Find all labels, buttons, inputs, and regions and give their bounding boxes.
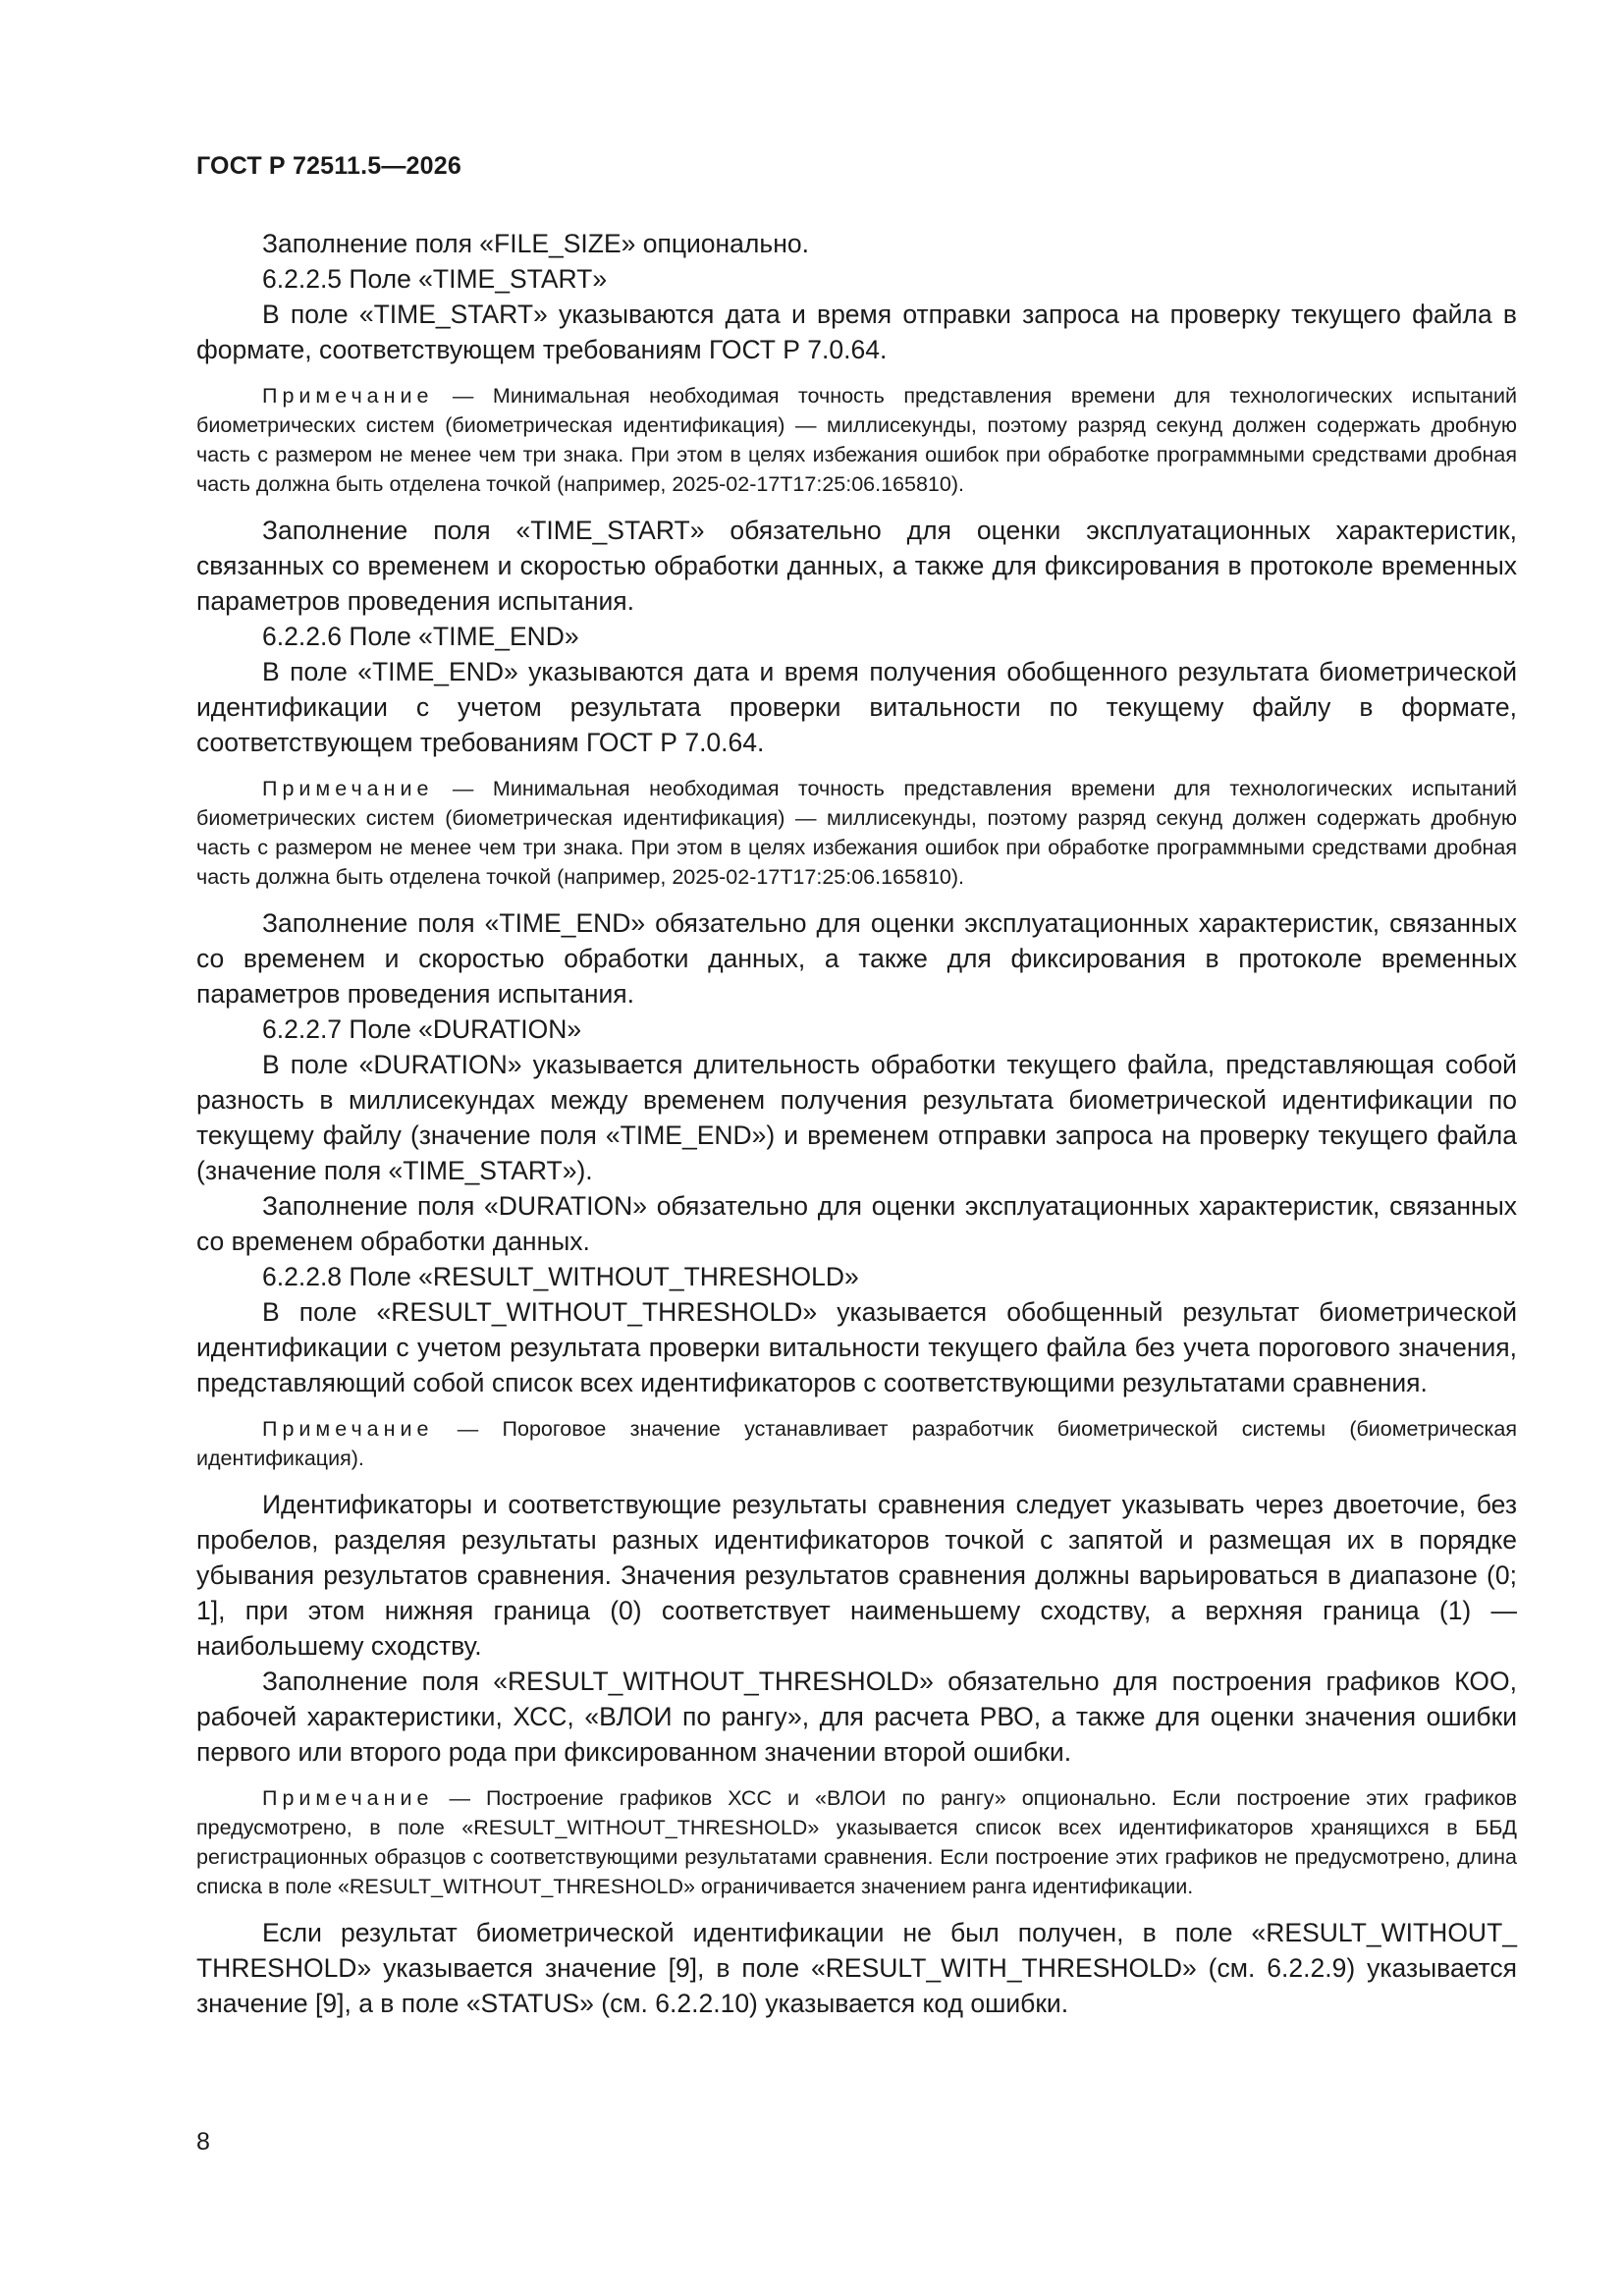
section-heading: 6.2.2.5 Поле «TIME_START»	[262, 264, 608, 294]
document-header: ГОСТ Р 72511.5—2026	[196, 152, 461, 180]
paragraph: Заполнение поля «TIME_START» обязательно для оценки эксплуатационных характеристик, связанных со временем и скоростью обработки данных, а также для фиксирования в протоколе временных параметров проведения испытания.	[196, 516, 1517, 616]
document-body	[196, 226, 1517, 2021]
note-label: Примечание	[262, 384, 434, 408]
note-text: — Построение графиков ХСС и «ВЛОИ по рангу» опционально. Если построение этих графиков предусмотрено, в поле «RESULT_WITHOUT_THRESHOLD» указывается список всех идентификаторов хранящихся в ББД регистрационных образцов с соответствующими результатами сравнения. Если построение этих графиков не предусмотрено, длина списка в поле «RESULT_WITHOUT_THRESHOLD» ограничивается значением ранга идентификации.	[196, 1786, 1517, 1898]
paragraph: Заполнение поля «RESULT_WITHOUT_THRESHOLD» обязательно для построения графиков КОО, рабочей характеристики, ХСС, «ВЛОИ по рангу», для расчета РВО, а также для оценки значения ошибки первого или второго рода при фиксированном значении второй ошибки.	[196, 1667, 1517, 1767]
section-heading: 6.2.2.6 Поле «TIME_END»	[262, 622, 579, 651]
note-text: — Минимальная необходимая точность представления времени для технологических испытаний биометрических систем (биометрическая идентификация) — миллисекунды, поэтому разряд секунд должен содержать дробную часть с размером не менее чем три знака. При этом в целях избежания ошибок при обработке программными средствами дробная часть должна быть отделена точкой (например, 2025-02-17T17:25:06.165810).	[196, 384, 1517, 496]
paragraph: Если результат биометрической идентификации не был получен, в поле «RESULT_WITHOUT_ THRESHOLD» указывается значение [9], в поле «RESULT_WITH_THRESHOLD» (см. 6.2.2.9) указывается значение [9], а в поле «STATUS» (см. 6.2.2.10) указывается код ошибки.	[196, 1918, 1517, 2018]
note	[196, 381, 1517, 499]
paragraph: В поле «DURATION» указывается длительность обработки текущего файла, представляющая собой разность в миллисекундах между временем получения результата биометрической идентификации по текущему файлу (значение поля «TIME_END») и временем отправки запроса на проверку текущего файла (значение поля «TIME_START»).	[196, 1050, 1517, 1185]
note-label: Примечание	[262, 1786, 434, 1810]
section-heading: 6.2.2.8 Поле «RESULT_WITHOUT_THRESHOLD»	[262, 1262, 859, 1291]
note-label: Примечание	[262, 1417, 434, 1441]
note-text: — Пороговое значение устанавливает разработчик биометрической системы (биометрическая идентификация).	[196, 1417, 1517, 1470]
paragraph: В поле «RESULT_WITHOUT_THRESHOLD» указывается обобщенный результат биометрической идентификации с учетом результата проверки витальности текущего файла без учета порогового значения, представляющий собой список всех идентификаторов с соответствующими результатами сравнения.	[196, 1297, 1517, 1397]
note	[196, 1783, 1517, 1901]
paragraph: Идентификаторы и соответствующие результаты сравнения следует указывать через двоеточие, без пробелов, разделяя результаты разных идентификаторов точкой с запятой и размещая их в порядке убывания результатов сравнения. Значения результатов сравнения должны варьироваться в диапазоне (0; 1], при этом нижняя граница (0) соответствует наименьшему сходству, а верхняя граница (1) — наибольшему сходству.	[196, 1490, 1517, 1661]
page-number: 8	[196, 2128, 210, 2156]
section-heading: 6.2.2.7 Поле «DURATION»	[262, 1014, 582, 1044]
paragraph: В поле «TIME_START» указываются дата и время отправки запроса на проверку текущего файла в формате, соответствующем требованиям ГОСТ Р 7.0.64.	[196, 300, 1517, 364]
paragraph: Заполнение поля «DURATION» обязательно для оценки эксплуатационных характеристик, связанных со временем обработки данных.	[196, 1191, 1517, 1256]
paragraph: Заполнение поля «TIME_END» обязательно для оценки эксплуатационных характеристик, связанных со временем и скоростью обработки данных, а также для фиксирования в протоколе временных параметров проведения испытания.	[196, 908, 1517, 1009]
paragraph: Заполнение поля «FILE_SIZE» опционально.	[262, 229, 809, 258]
note	[196, 774, 1517, 892]
note-text: — Минимальная необходимая точность представления времени для технологических испытаний биометрических систем (биометрическая идентификация) — миллисекунды, поэтому разряд секунд должен содержать дробную часть с размером не менее чем три знака. При этом в целях избежания ошибок при обработке программными средствами дробная часть должна быть отделена точкой (например, 2025-02-17T17:25:06.165810).	[196, 777, 1517, 889]
paragraph: В поле «TIME_END» указываются дата и время получения обобщенного результата биометрической идентификации с учетом результата проверки витальности по текущему файлу в формате, соответствующем требованиям ГОСТ Р 7.0.64.	[196, 657, 1517, 757]
note	[196, 1414, 1517, 1473]
note-label: Примечание	[262, 777, 434, 800]
